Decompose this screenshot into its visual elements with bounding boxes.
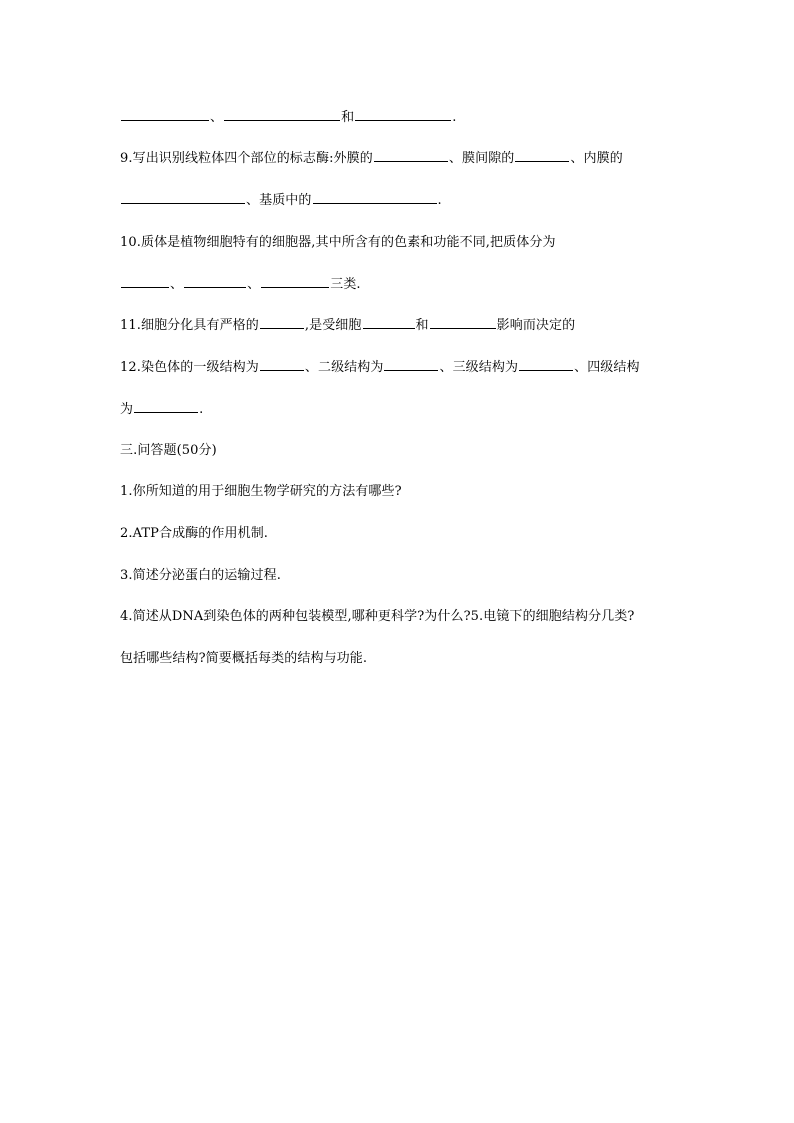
answer-blank[interactable]	[261, 275, 329, 288]
separator: 、	[210, 110, 224, 125]
question-item: 4.简述从DNA到染色体的两种包装模型,哪种更科学?为什么?5.电镜下的细胞结构分几类?	[120, 609, 635, 624]
question-item: 3.简述分泌蛋白的运输过程.	[120, 568, 281, 583]
answer-blank[interactable]	[224, 108, 340, 121]
q12-text: 、四级结构	[574, 360, 640, 375]
q10-text: 三类.	[330, 277, 361, 292]
section-heading: 三.问答题(50分)	[120, 443, 217, 458]
answer-blank[interactable]	[134, 400, 198, 413]
answer-blank[interactable]	[515, 149, 569, 162]
answer-blank[interactable]	[121, 275, 169, 288]
separator: 、	[170, 277, 184, 292]
q9-text: 9.写出识别线粒体四个部位的标志酶:外膜的	[120, 151, 373, 166]
period: .	[452, 110, 457, 125]
answer-blank[interactable]	[374, 149, 448, 162]
answer-blank[interactable]	[260, 358, 304, 371]
q11-line	[120, 316, 575, 336]
q10-line-1	[120, 233, 556, 253]
answer-blank[interactable]	[363, 316, 415, 329]
period: .	[437, 193, 442, 208]
q12-line-1	[120, 358, 640, 378]
q11-text: ,是受细胞	[304, 318, 362, 333]
q10-text: 10.质体是植物细胞特有的细胞器,其中所含有的色素和功能不同,把质体分为	[120, 235, 556, 250]
answer-blank[interactable]	[260, 316, 304, 329]
answer-blank[interactable]	[121, 191, 245, 204]
q12-line-2	[120, 400, 203, 420]
separator: 、	[247, 277, 261, 292]
q9-line-2	[120, 191, 442, 211]
q10-line-2	[120, 275, 361, 295]
q8-continuation-line	[120, 108, 456, 128]
q11-text: 影响而决定的	[496, 318, 576, 333]
answer-blank[interactable]	[519, 358, 573, 371]
q12-text: 、二级结构为	[304, 360, 384, 375]
period: .	[199, 402, 204, 417]
q11-text: 11.细胞分化具有严格的	[120, 318, 259, 333]
answer-blank[interactable]	[355, 108, 451, 121]
question-item: 2.ATP合成酶的作用机制.	[120, 526, 269, 541]
question-item: 1.你所知道的用于细胞生物学研究的方法有哪些?	[120, 484, 402, 499]
q9-line-1	[120, 149, 623, 169]
q9-text: 、基质中的	[246, 193, 312, 208]
q9-text: 、内膜的	[570, 151, 623, 166]
answer-blank[interactable]	[121, 108, 209, 121]
question-item-continuation: 包括哪些结构?简要概括每类的结构与功能.	[120, 651, 368, 666]
answer-blank[interactable]	[184, 275, 246, 288]
q12-text: 12.染色体的一级结构为	[120, 360, 259, 375]
answer-blank[interactable]	[313, 191, 437, 204]
answer-blank[interactable]	[384, 358, 438, 371]
answer-blank[interactable]	[430, 316, 496, 329]
q12-text: 、三级结构为	[439, 360, 519, 375]
q9-text: 、膜间隙的	[448, 151, 515, 166]
conjunction: 和	[341, 110, 355, 125]
q12-text: 为	[120, 402, 134, 417]
q11-text: 和	[415, 318, 429, 333]
